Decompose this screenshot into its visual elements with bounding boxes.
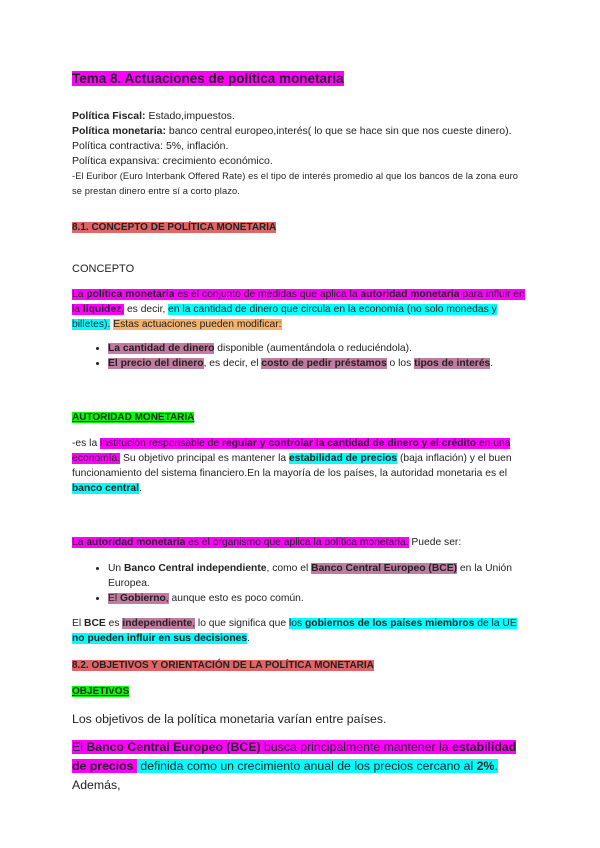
monetaria-text: banco central europeo,interés( lo que se hace sin que nos cueste dinero). [165,125,512,137]
monetaria-label: Política monetaria: [72,125,166,137]
bullets-modificar [72,341,528,371]
list-item: • Un Banco Central independiente, como el Banco Central Europeo (BCE) en la Unión Europea. [108,561,528,591]
autoridad-heading: AUTORIDAD MONETARIA [72,412,195,423]
objetivos-heading-block [72,684,528,699]
contractiva-line: Política contractiva: 5%, inflación. [72,140,229,152]
section-8-1 [72,220,528,235]
doc-title: Tema 8. Actuaciones de política monetaria [72,71,344,86]
final-paragraph: El Banco Central Europeo (BCE) busca principalmente mantener la estabilidad de precios, definida como un crecimiento anual de los precios cercano al 2%. Además, [72,740,517,792]
doc-title-block [72,71,528,88]
bullets-puede-ser [72,561,528,606]
section-8-1-heading: 8.1. CONCEPTO DE POLÍTICA MONETARIA [72,222,277,233]
autoridad-term: autoridad monetaria [360,289,460,300]
fiscal-label: Política Fiscal: [72,110,146,122]
list-item: • El Gobierno, aunque esto es poco común. [108,591,528,606]
politica-monetaria-term: política monetaria [86,289,175,300]
concepto-seg: es decir, [124,304,169,315]
fiscal-text: Estado,impuestos. [145,110,235,122]
organismo-paragraph: La autoridad monetaria es el organismo que aplica la política monetaria. Puede ser: [72,537,462,548]
autoridad-heading-block [72,410,528,425]
list-item: • El precio del dinero, es decir, el costo de pedir préstamos o los tipos de interés. [108,356,528,371]
monetaria-line [72,124,528,139]
concepto-heading: CONCEPTO [72,263,135,275]
section-8-2 [72,658,528,673]
objetivos-text: Los objetivos de la política monetaria varían entre países. [72,712,387,726]
expansiva-line: Política expansiva: crecimiento económico. [72,155,273,167]
autoridad-paragraph: -es la institución responsable de regular y controlar la cantidad de dinero y el crédito en una economía. Su objetivo principal es mantener la estabilidad de precios (baja inflación) y el buen funcionamiento del sistema financiero.En la mayoría de los países, la autoridad monetaria es el banco central. [72,438,512,494]
euribor-text: -El Euribor (Euro Interbank Offered Rate) es el tipo de interés promedio al que los bancos de la zona euro se prestan dinero entre sí a corto plazo. [72,171,519,196]
concepto-paragraph [72,287,528,332]
list-item: • La cantidad de dinero disponible (aumentándola o reduciéndola). [108,341,528,356]
bce-paragraph: El BCE es independiente, lo que significa que los gobiernos de los países miembros de la UE no pueden influir en sus decisiones. [72,618,517,644]
concepto-seg: es el conjunto de medidas que aplica la [174,289,361,300]
liquidez-term: liquidez [82,304,122,315]
concepto-seg: Estas actuaciones pueden modificar: [113,319,282,330]
objetivos-heading: OBJETIVOS [72,686,130,697]
concepto-seg: en la cantidad de dinero que circula en la economía (no solo monedas y billetes). [72,304,497,330]
fiscal-line [72,109,528,124]
concepto-seg: , [121,304,125,315]
section-8-2-heading: 8.2. OBJETIVOS Y ORIENTACIÓN DE LA POLÍTICA MONETARIA [72,660,374,671]
concepto-seg: para influir en la [72,289,525,315]
concepto-seg: La [72,289,87,300]
intro-block [72,109,528,199]
